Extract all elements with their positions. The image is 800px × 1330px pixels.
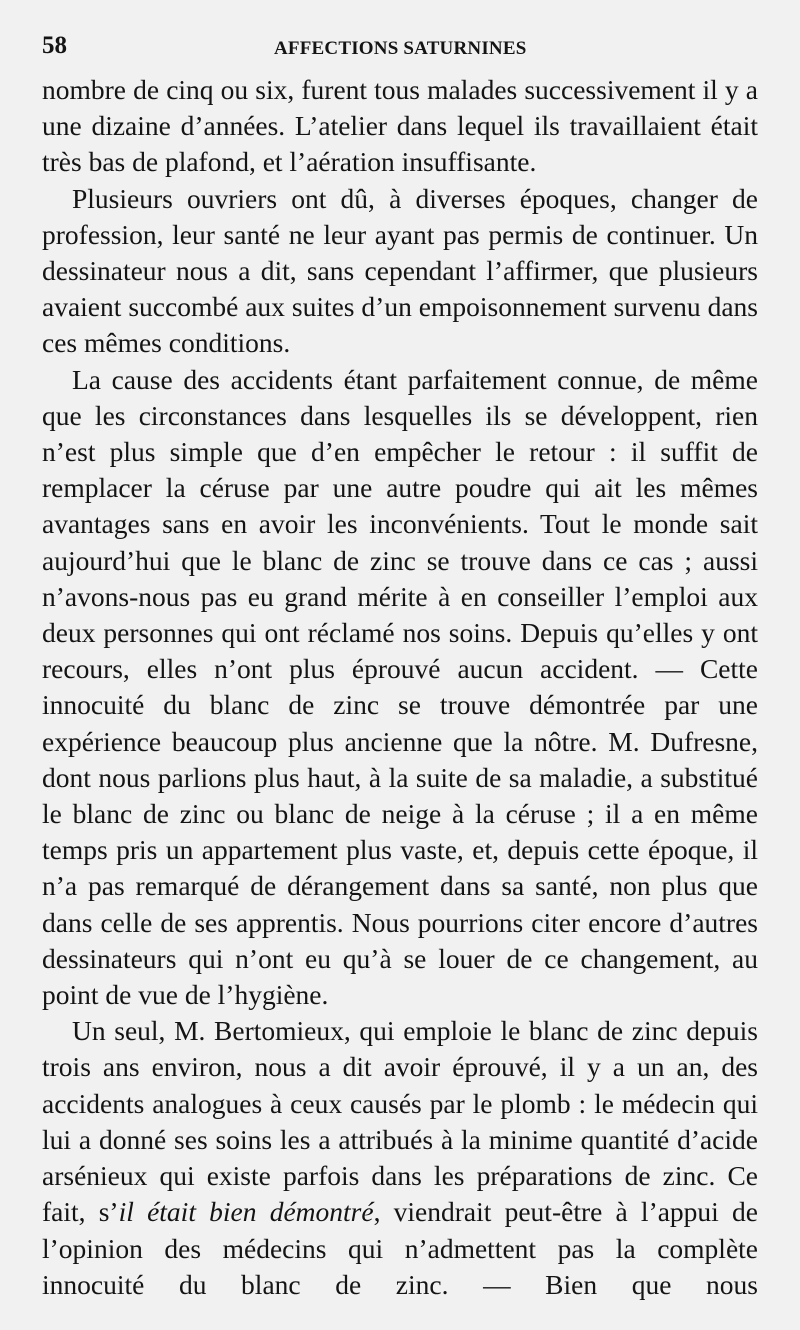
paragraph-last (42, 1013, 758, 1303)
paragraph: La cause des accidents étant parfaitement connue, de même que les circonstances dans lesquelles ils se développent, rien n’est plus simple que d’en empêcher le retour : il suffit de remplacer la céruse par une autre poudre qui ait les mêmes avantages sans en avoir les inconvénients. Tout le monde sait aujourd’hui que le blanc de zinc se trouve dans ce cas ; aussi n’avons-nous pas eu grand mérite à en conseiller l’emploi aux deux personnes qui ont réclamé nos soins. Depuis qu’elles y ont recours, elles n’ont plus éprouvé aucun accident. — Cette innocuité du blanc de zinc se trouve démontrée par une expérience beaucoup plus ancienne que la nôtre. M. Dufresne, dont nous parlions plus haut, à la suite de sa maladie, a substitué le blanc de zinc ou blanc de neige à la céruse ; il a en même temps pris un appartement plus vaste, et, depuis cette époque, il n’a pas remarqué de dérangement dans sa santé, non plus que dans celle de ses apprentis. Nous pourrions citer encore d’autres dessinateurs qui n’ont eu qu’à se louer de ce changement, au point de vue de l’hygiène. (42, 363, 758, 1011)
text-run: , viendrait peut-être à l’appui de l’opinion des médecins qui n’admettent pas la complète innocuité du blanc de zinc. — Bien que nous (42, 1196, 758, 1300)
page-number: 58 (42, 32, 67, 59)
paragraph-continued: nombre de cinq ou six, furent tous malades successivement il y a une dizaine d’années. L’atelier dans lequel ils travaillaient était très bas de plafond, et l’aération insuffisante. (42, 74, 758, 178)
body-text (42, 72, 758, 1303)
italic-phrase: il était bien démontré (118, 1196, 374, 1228)
paragraph: Plusieurs ouvriers ont dû, à diverses époques, changer de profession, leur santé ne leur ayant pas permis de continuer. Un dessinateur nous a dit, sans cependant l’affirmer, que plusieurs avaient succombé aux suites d’un empoisonnement survenu dans ces mêmes conditions. (42, 182, 758, 359)
text-run: Un seul, M. Bertomieux, qui emploie le blanc de zinc depuis trois ans environ, nous a dit avoir éprouvé, il y a un an, des accidents analogues à ceux causés par le plomb : le médecin qui lui a donné ses soins les a attribués à la minime quantité d’acide arsénieux qui existe parfois dans les préparations de zinc. Ce fait, s’ (42, 1015, 758, 1228)
running-head: AFFECTIONS SATURNINES (274, 38, 527, 59)
page-header (42, 30, 758, 66)
